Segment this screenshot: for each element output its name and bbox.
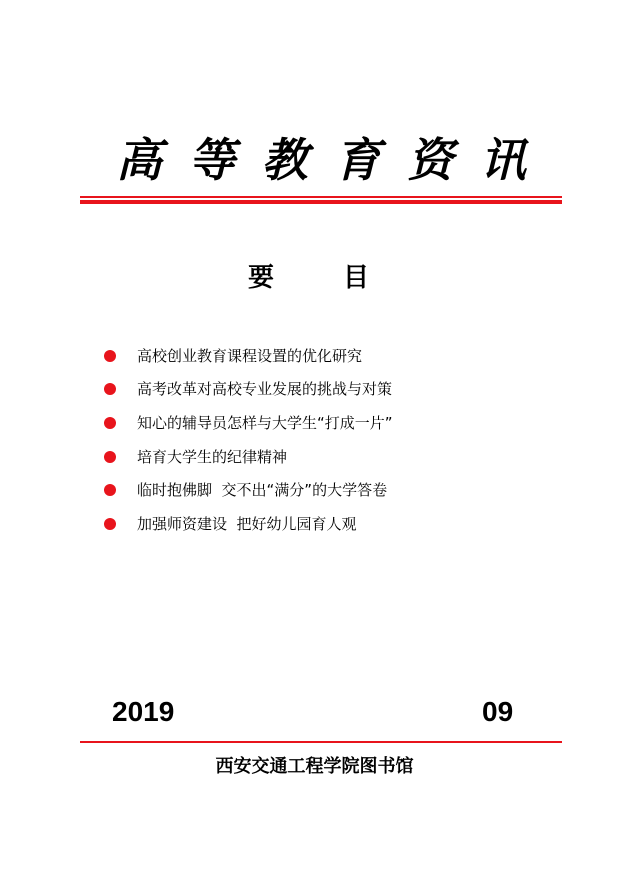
- red-dot-bullet-icon: [104, 383, 116, 395]
- title-char: 资: [407, 133, 454, 187]
- toc-item-title: 培育大学生的纪律精神: [137, 447, 288, 466]
- toc-item[interactable]: [104, 440, 393, 474]
- toc-item[interactable]: [104, 473, 393, 507]
- toc-item-title: 知心的辅导员怎样与大学生“打成一片”: [137, 413, 393, 432]
- toc-item-title: 高校创业教育课程设置的优化研究: [137, 346, 363, 365]
- title-divider-thick: [80, 200, 562, 204]
- issue-year: 2019: [112, 696, 175, 727]
- toc-item[interactable]: [104, 373, 393, 407]
- title-char: 等: [188, 133, 235, 187]
- title-char: 高: [116, 133, 162, 187]
- footer-divider: [80, 741, 562, 743]
- toc-item-title: 临时抱佛脚 交不出“满分”的大学答卷: [137, 481, 388, 500]
- section-heading: 要 目: [247, 263, 400, 293]
- toc-item[interactable]: [104, 339, 393, 373]
- table-of-contents: [104, 339, 393, 541]
- title-char: 讯: [479, 133, 526, 187]
- red-dot-bullet-icon: [104, 451, 116, 463]
- red-dot-bullet-icon: [104, 518, 116, 530]
- title-char: 教: [261, 133, 308, 187]
- toc-item[interactable]: [104, 406, 393, 440]
- title-char: 育: [334, 133, 381, 187]
- toc-item[interactable]: [104, 507, 393, 541]
- title-divider-thin: [80, 196, 562, 198]
- red-dot-bullet-icon: [104, 350, 116, 362]
- issue-number: 09: [482, 696, 514, 727]
- toc-item-title: 加强师资建设 把好幼儿园育人观: [137, 514, 357, 533]
- journal-title: [80, 130, 562, 190]
- red-dot-bullet-icon: [104, 484, 116, 496]
- publisher-name: 西安交通工程学院图书馆: [215, 756, 414, 777]
- red-dot-bullet-icon: [104, 417, 116, 429]
- toc-item-title: 高考改革对高校专业发展的挑战与对策: [137, 380, 393, 399]
